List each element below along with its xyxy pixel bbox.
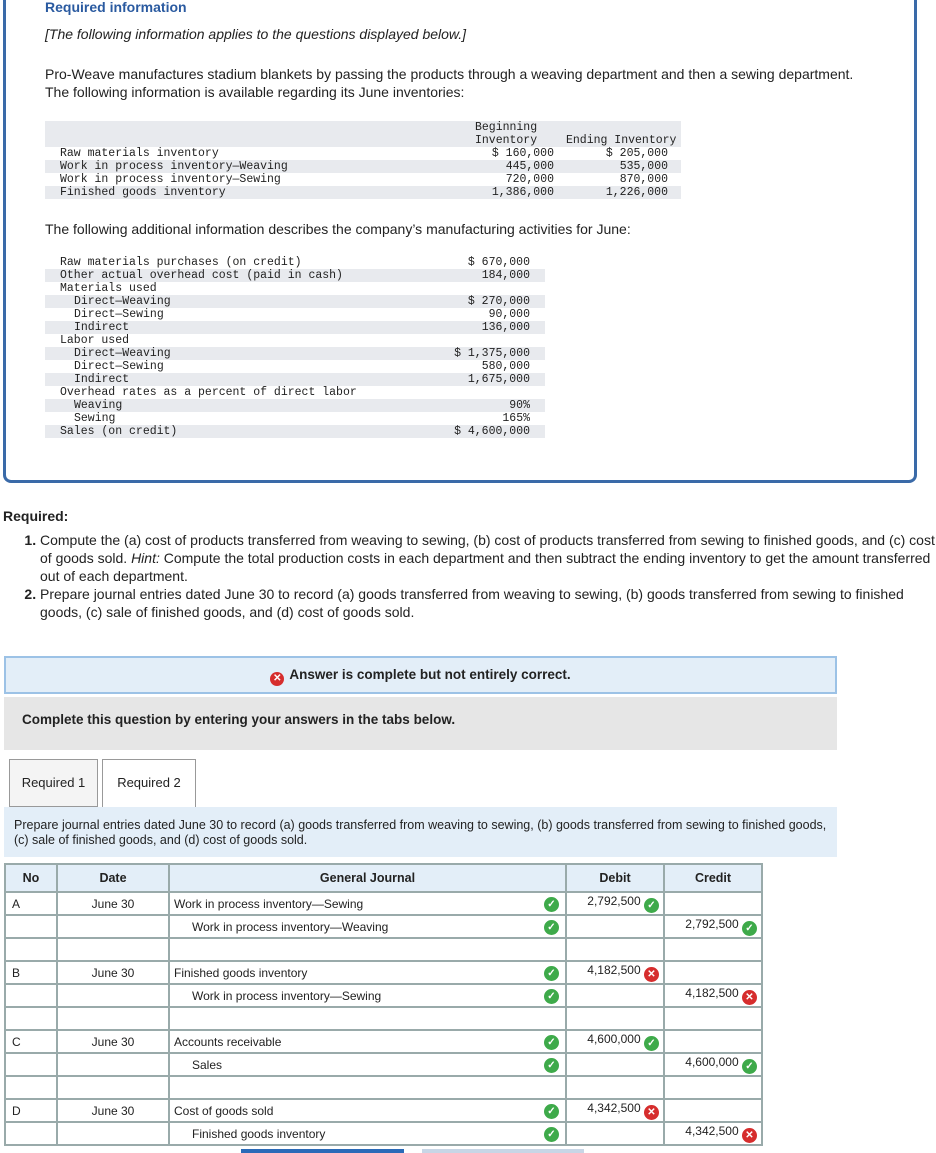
journal-row [5, 1099, 762, 1122]
debit-cell[interactable] [566, 1122, 664, 1145]
empty-cell [5, 984, 57, 1007]
activity-value: 184,000 [481, 269, 530, 282]
requirement-2 [40, 585, 936, 621]
required-label: Required: [3, 508, 69, 524]
activity-label: Sales (on credit) [60, 425, 178, 438]
debit-amount: 4,182,500 [587, 963, 641, 977]
debit-account: Accounts receivable [174, 1034, 282, 1049]
activity-label: Raw materials purchases (on credit) [60, 256, 302, 269]
activity-value: $ 270,000 [467, 295, 530, 308]
debit-cell[interactable] [566, 1030, 664, 1053]
empty-cell[interactable] [57, 1076, 169, 1099]
debit-amount: 2,792,500 [587, 894, 641, 908]
debit-amount: 4,600,000 [587, 1032, 641, 1046]
journal-row [5, 1122, 762, 1145]
entry-no: D [5, 1099, 57, 1122]
debit-account: Work in process inventory—Sewing [174, 896, 364, 911]
debit-cell[interactable] [566, 1053, 664, 1076]
check-icon: ✓ [544, 989, 559, 1004]
empty-cell [5, 1007, 57, 1030]
error-x-icon: ✕ [742, 1128, 757, 1143]
inventory-row-label: Finished goods inventory [60, 186, 226, 199]
credit-account: Finished goods inventory [192, 1126, 326, 1141]
inventory-row-label: Work in process inventory—Weaving [60, 160, 288, 173]
general-journal-table [4, 863, 763, 1146]
activity-value: $ 1,375,000 [454, 347, 530, 360]
credit-amount: 2,792,500 [685, 917, 739, 931]
activity-label: Direct—Sewing [74, 308, 164, 321]
credit-account: Work in process inventory—Sewing [192, 988, 382, 1003]
check-icon: ✓ [544, 1104, 559, 1119]
entry-no: C [5, 1030, 57, 1053]
credit-amount: 4,182,500 [685, 986, 739, 1000]
credit-account-cell[interactable] [169, 984, 566, 1007]
activity-label: Weaving [74, 399, 123, 412]
empty-cell [5, 1053, 57, 1076]
requirement-2-text: Prepare journal entries dated June 30 to record (a) goods transferred from weaving to sewing, (b) goods transferred from sewing to finished goods, (c) sale of finished goods, and (d) cost of goods sold. [40, 586, 904, 620]
empty-cell [5, 915, 57, 938]
debit-amount: 4,342,500 [587, 1101, 641, 1115]
check-icon: ✓ [544, 966, 559, 981]
next-button[interactable] [422, 1149, 584, 1153]
error-x-icon: ✕ [270, 672, 284, 686]
activity-value: 1,675,000 [467, 373, 530, 386]
credit-account: Work in process inventory—Weaving [192, 919, 389, 934]
inventory-row-label: Raw materials inventory [60, 147, 219, 160]
hint-label: Hint: [131, 550, 160, 566]
empty-cell[interactable] [664, 938, 762, 961]
empty-cell[interactable] [664, 1007, 762, 1030]
journal-row [5, 1053, 762, 1076]
credit-cell[interactable] [664, 915, 762, 938]
debit-account-cell[interactable] [169, 961, 566, 984]
journal-row [5, 984, 762, 1007]
col-debit: Debit [566, 864, 664, 892]
activity-value: 90% [509, 399, 530, 412]
credit-account: Sales [192, 1057, 223, 1072]
activity-value: 136,000 [481, 321, 530, 334]
activity-value: 580,000 [481, 360, 530, 373]
col-ending: Ending Inventory [566, 134, 677, 147]
intro-paragraph: Pro-Weave manufactures stadium blankets by passing the products through a weaving department and then a sewing department. The following information is available regarding its June inventories: [45, 66, 854, 100]
check-icon: ✓ [742, 921, 757, 936]
check-icon: ✓ [544, 920, 559, 935]
empty-cell [5, 1076, 57, 1099]
required-information-title: Required information [45, 0, 187, 15]
tab-required-1[interactable]: Required 1 [9, 759, 98, 807]
requirements-list [20, 531, 936, 621]
debit-cell[interactable] [566, 961, 664, 984]
debit-cell[interactable] [566, 892, 664, 915]
complete-instructions: Complete this question by entering your answers in the tabs below. [22, 712, 456, 727]
empty-cell[interactable] [566, 1076, 664, 1099]
credit-cell[interactable] [664, 1122, 762, 1145]
credit-cell[interactable] [664, 892, 762, 915]
credit-account-cell[interactable] [169, 915, 566, 938]
debit-account: Finished goods inventory [174, 965, 308, 980]
check-icon: ✓ [644, 898, 659, 913]
check-icon: ✓ [742, 1059, 757, 1074]
debit-account-cell[interactable] [169, 892, 566, 915]
entry-no: A [5, 892, 57, 915]
inventory-ending-value: 1,226,000 [605, 186, 668, 199]
answer-status-banner [4, 656, 837, 694]
activity-value: 90,000 [488, 308, 530, 321]
entry-date[interactable]: June 30 [57, 1099, 169, 1122]
journal-blank-row [5, 1076, 762, 1099]
debit-cell[interactable] [566, 1099, 664, 1122]
credit-amount: 4,600,000 [685, 1055, 739, 1069]
date-cell[interactable] [57, 1053, 169, 1076]
empty-cell [5, 938, 57, 961]
col-credit: Credit [664, 864, 762, 892]
inventory-beginning-value: 720,000 [505, 173, 554, 186]
check-icon: ✓ [544, 897, 559, 912]
inventory-ending-value: $ 205,000 [605, 147, 668, 160]
additional-info-text: The following additional information describes the company’s manufacturing activities for June: [45, 221, 631, 237]
activity-label: Direct—Sewing [74, 360, 164, 373]
inventory-beginning-value: $ 160,000 [491, 147, 554, 160]
check-icon: ✓ [544, 1035, 559, 1050]
debit-account-cell[interactable] [169, 1030, 566, 1053]
error-x-icon: ✕ [644, 1105, 659, 1120]
entry-date[interactable]: June 30 [57, 892, 169, 915]
requirement-1-hint-text: Compute the total production costs in each department and then subtract the ending inventory to get the amount transferred out of each department. [40, 550, 931, 584]
activity-label: Labor used [60, 334, 130, 347]
empty-cell[interactable] [566, 938, 664, 961]
credit-cell[interactable] [664, 984, 762, 1007]
info-subtitle: [The following information applies to the questions displayed below.] [45, 26, 467, 42]
debit-cell[interactable] [566, 984, 664, 1007]
entry-date[interactable]: June 30 [57, 1030, 169, 1053]
error-x-icon: ✕ [742, 990, 757, 1005]
banner-text: Answer is complete but not entirely correct. [289, 667, 571, 682]
empty-cell[interactable] [57, 1007, 169, 1030]
debit-cell[interactable] [566, 915, 664, 938]
empty-cell[interactable] [169, 1007, 566, 1030]
check-icon: ✓ [644, 1036, 659, 1051]
credit-cell[interactable] [664, 1030, 762, 1053]
activity-value: $ 4,600,000 [454, 425, 530, 438]
entry-no: B [5, 961, 57, 984]
check-icon: ✓ [544, 1058, 559, 1073]
empty-cell[interactable] [169, 1076, 566, 1099]
prev-button[interactable] [241, 1149, 404, 1153]
journal-row [5, 892, 762, 915]
check-icon: ✓ [544, 1127, 559, 1142]
journal-blank-row [5, 938, 762, 961]
inventory-ending-value: 535,000 [619, 160, 668, 173]
empty-cell [5, 1122, 57, 1145]
credit-cell[interactable] [664, 1099, 762, 1122]
empty-cell[interactable] [664, 1076, 762, 1099]
requirement-1 [40, 531, 936, 585]
activity-value: 165% [502, 412, 530, 425]
error-x-icon: ✕ [644, 967, 659, 982]
date-cell[interactable] [57, 984, 169, 1007]
credit-cell[interactable] [664, 1053, 762, 1076]
requirement-1-text: Compute the (a) cost of products transferred from weaving to sewing, (b) cost of products transferred from sewing to finished goods, and (c) cost of goods sold. [40, 532, 935, 566]
activity-label: Sewing [74, 412, 116, 425]
journal-row [5, 915, 762, 938]
activity-label: Indirect [74, 321, 130, 334]
journal-row [5, 1030, 762, 1053]
activity-label: Indirect [74, 373, 130, 386]
empty-cell[interactable] [169, 938, 566, 961]
journal-blank-row [5, 1007, 762, 1030]
empty-cell[interactable] [566, 1007, 664, 1030]
inventory-beginning-value: 1,386,000 [491, 186, 554, 199]
entry-date[interactable]: June 30 [57, 961, 169, 984]
inventory-ending-value: 870,000 [619, 173, 668, 186]
debit-account: Cost of goods sold [174, 1103, 274, 1118]
date-cell[interactable] [57, 915, 169, 938]
activity-value: $ 670,000 [467, 256, 530, 269]
activity-label: Direct—Weaving [74, 295, 171, 308]
credit-account-cell[interactable] [169, 1053, 566, 1076]
journal-row [5, 961, 762, 984]
date-cell[interactable] [57, 1122, 169, 1145]
activity-label: Other actual overhead cost (paid in cash) [60, 269, 343, 282]
inventory-row-label: Work in process inventory—Sewing [60, 173, 281, 186]
col-general-journal: General Journal [169, 864, 566, 892]
activity-label: Direct—Weaving [74, 347, 171, 360]
col-date: Date [57, 864, 169, 892]
col-beginning-1: Beginning [475, 121, 538, 134]
credit-cell[interactable] [664, 961, 762, 984]
debit-account-cell[interactable] [169, 1099, 566, 1122]
col-no: No [5, 864, 57, 892]
credit-amount: 4,342,500 [685, 1124, 739, 1138]
activity-label: Materials used [60, 282, 157, 295]
empty-cell[interactable] [57, 938, 169, 961]
col-beginning-2: Inventory [475, 134, 538, 147]
activity-label: Overhead rates as a percent of direct labor [60, 386, 357, 399]
credit-account-cell[interactable] [169, 1122, 566, 1145]
journal-prompt: Prepare journal entries dated June 30 to record (a) goods transferred from weaving to sewing, (b) goods transferred from sewing to finished goods, (c) sale of finished goods, and (d) cost of goods sold. [4, 807, 837, 857]
inventory-beginning-value: 445,000 [505, 160, 554, 173]
tab-required-2[interactable]: Required 2 [102, 759, 196, 808]
